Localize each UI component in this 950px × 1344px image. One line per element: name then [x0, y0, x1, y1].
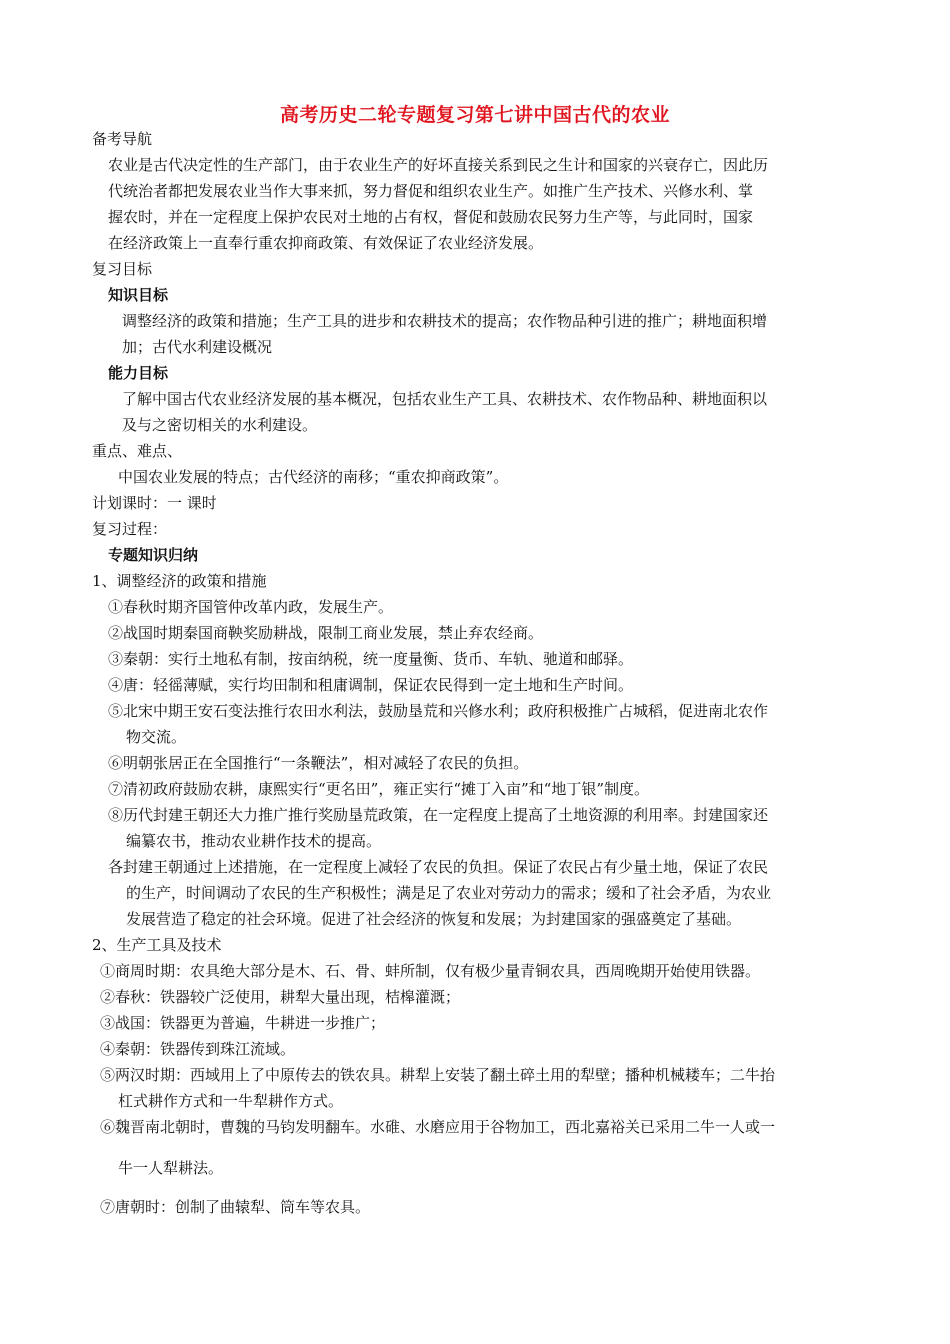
- list-item: ⑤两汉时期：西域用上了中原传去的铁农具。耕犁上安装了翻土碎土用的犁壁；播种机械耧车；二牛抬: [100, 1066, 776, 1084]
- paragraph-line: 代统治者都把发展农业当作大事来抓，努力督促和组织农业生产。如推广生产技术、兴修水利、掌: [108, 182, 754, 200]
- section-heading-2: 2、生产工具及技术: [92, 936, 222, 954]
- paragraph-line: 及与之密切相关的水利建设。: [122, 416, 318, 434]
- heading-bkdh: 备考导航: [92, 130, 153, 148]
- paragraph-line: 调整经济的政策和措施；生产工具的进步和农耕技术的提高；农作物品种引进的推广；耕地面积增: [122, 312, 768, 330]
- list-item: ③战国：铁器更为普遍，牛耕进一步推广；: [100, 1014, 386, 1032]
- paragraph-line: 各封建王朝通过上述措施，在一定程度上减轻了农民的负担。保证了农民占有少量土地，保证了农民: [108, 858, 769, 876]
- list-item: ⑥明朝张居正在全国推行“一条鞭法”，相对减轻了农民的负担。: [108, 754, 529, 772]
- paragraph-line: 中国农业发展的特点；古代经济的南移；“重农抑商政策”。: [118, 468, 509, 486]
- paragraph-line: 发展营造了稳定的社会环境。促进了社会经济的恢复和发展；为封建国家的强盛奠定了基础。: [126, 910, 742, 928]
- list-item: ②春秋：铁器较广泛使用，耕犁大量出现，桔槔灌溉；: [100, 988, 461, 1006]
- paragraph-line: 在经济政策上一直奉行重农抑商政策、有效保证了农业经济发展。: [108, 234, 544, 252]
- list-item-continuation: 编纂农书，推动农业耕作技术的提高。: [126, 832, 382, 850]
- list-item: ⑦唐朝时：创制了曲辕犁、筒车等农具。: [100, 1198, 371, 1216]
- list-item: ⑤北宋中期王安石变法推行农田水利法，鼓励垦荒和兴修水利；政府积极推广占城稻，促进南北农作: [108, 702, 769, 720]
- heading-jhks: 计划课时：一 课时: [92, 494, 217, 512]
- list-item: ①商周时期：农具绝大部分是木、石、骨、蚌所制，仅有极少量青铜农具，西周晚期开始使用铁器。: [100, 962, 761, 980]
- list-item: ④唐：轻徭薄赋，实行均田制和租庸调制，保证农民得到一定土地和生产时间。: [108, 676, 634, 694]
- list-item: ⑦清初政府鼓励农耕，康熙实行“更名田”，雍正实行“摊丁入亩”和“地丁银”制度。: [108, 780, 650, 798]
- heading-fxgc: 复习过程：: [92, 520, 168, 538]
- paragraph-line: 了解中国古代农业经济发展的基本概况，包括农业生产工具、农耕技术、农作物品种、耕地面积以: [122, 390, 768, 408]
- page-title: 高考历史二轮专题复习第七讲中国古代的农业: [279, 104, 670, 126]
- paragraph-line: 握农时，并在一定程度上保护农民对土地的占有权，督促和鼓励农民努力生产等，与此同时，国家: [108, 208, 754, 226]
- section-heading-1: 1、调整经济的政策和措施: [92, 572, 267, 590]
- list-item: ③秦朝：实行土地私有制，按亩纳税，统一度量衡、货币、车轨、驰道和邮驿。: [108, 650, 634, 668]
- paragraph-line: 的生产，时间调动了农民的生产积极性；满是足了农业对劳动力的需求；缓和了社会矛盾，为农业: [126, 884, 772, 902]
- subheading-zsmb: 知识目标: [108, 286, 169, 304]
- heading-zdnd: 重点、难点、: [92, 442, 183, 460]
- list-item: ②战国时期秦国商鞅奖励耕战，限制工商业发展，禁止弃农经商。: [108, 624, 544, 642]
- subheading-ztzsgn: 专题知识归纳: [108, 546, 199, 564]
- list-item: ⑥魏晋南北朝时，曹魏的马钧发明翻车。水碓、水磨应用于谷物加工，西北嘉裕关已采用二牛一人或一: [100, 1118, 776, 1136]
- list-item-continuation: 杠式耕作方式和一牛犁耕作方式。: [118, 1092, 344, 1110]
- subheading-nlmb: 能力目标: [108, 364, 169, 382]
- paragraph-line: 加；古代水利建设概况: [122, 338, 273, 356]
- list-item-continuation: 牛一人犁耕法。: [118, 1159, 224, 1177]
- list-item: ④秦朝：铁器传到珠江流域。: [100, 1040, 296, 1058]
- paragraph-line: 农业是古代决定性的生产部门，由于农业生产的好坏直接关系到民之生计和国家的兴衰存亡，因此历: [108, 156, 769, 174]
- heading-fxmb: 复习目标: [92, 260, 153, 278]
- list-item: ⑧历代封建王朝还大力推广推行奖励垦荒政策，在一定程度上提高了土地资源的利用率。封建国家还: [108, 806, 769, 824]
- list-item-continuation: 物交流。: [126, 728, 187, 746]
- list-item: ①春秋时期齐国管仲改革内政，发展生产。: [108, 598, 394, 616]
